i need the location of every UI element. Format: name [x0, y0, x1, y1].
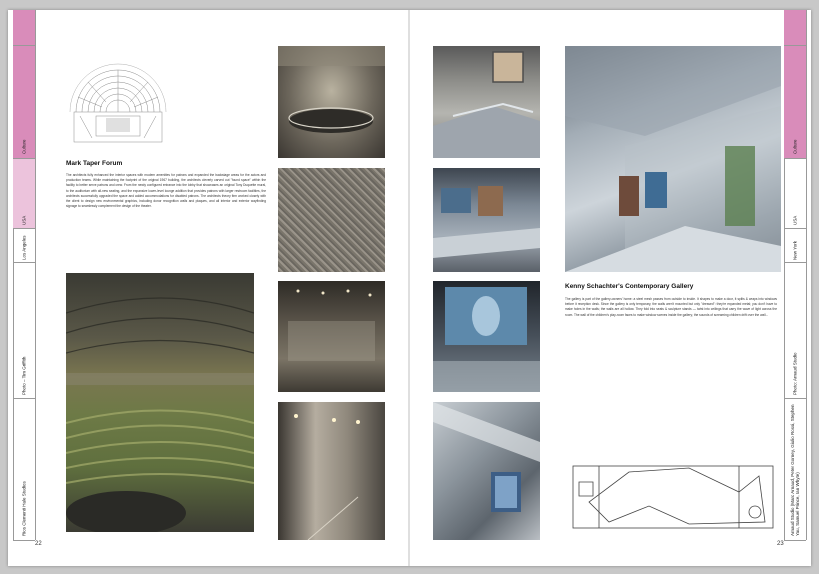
sidebar-city: Los Angeles [21, 235, 27, 260]
project-description: The architects fully enhanced the interior spaces with modern amenities for patrons and expanded the backstage areas for the actors and production teams. While maintaining the footprint of the original 1967 building, the architects cleverly carved out "found space" within the facility to better serve patrons and crew. From the newly configured entrance into the lobby that showcases an original Tony Duquette mural, to the auditorium with all-new seating, and the expansive lower-level lounge addition that provides patrons with larger restroom facilities, the architects successfully upgraded the space and added accommodations for disabled patrons. The architects theory firm worked closely with the client to design new environmental graphics, including donor recognition walls and plaques, and all interior and exterior wayfinding signage to seamlessly complement the design of the theater. [66, 173, 266, 209]
page-number: 23 [777, 541, 784, 547]
left-page [8, 10, 409, 566]
mosaic-wall-photo [278, 168, 385, 272]
lower-lounge-photo [278, 281, 385, 392]
sidebar-area: USA [21, 215, 27, 225]
sidebar-area: USA [792, 215, 798, 225]
lobby-bar-photo [278, 46, 385, 158]
page-number: 22 [35, 541, 42, 547]
sidebar-category: Culture [21, 139, 27, 154]
gallery-floor-plan-drawing [569, 462, 779, 534]
sidebar-photo-credit: Photo – Tim Griffith [21, 356, 27, 395]
gallery-counter-photo [433, 168, 540, 272]
project-title: Mark Taper Forum [66, 160, 123, 167]
gallery-interior-photo [565, 46, 781, 272]
sidebar-architect: Rios Clementi Hale Studios [21, 481, 27, 536]
gallery-steel-mesh-photo [433, 402, 540, 540]
right-sidebar-index [784, 10, 806, 540]
gallery-projection-photo [433, 281, 540, 392]
corridor-wall-photo [278, 402, 385, 540]
sidebar-city: New York [792, 240, 798, 260]
auditorium-seating-photo [66, 273, 254, 532]
gallery-desk-photo [433, 46, 540, 158]
theater-floor-plan-drawing [66, 52, 170, 154]
sidebar-architect: Arnaud Studio (Marc Arnaud, Peter Gorney, Giulio Rossi, Stephen Yau, Samuel Prince, Ian Whyte) [790, 404, 800, 536]
right-page [409, 10, 810, 566]
book-spread [8, 10, 811, 566]
project-description: The gallery is part of the gallery-owners' home: a steel mesh passes from outside to inside. It shapes to make a door, it splits & wraps into windows before it reception desk. Since the gallery is only temporary, the walls aren't mounted but only "dressed": they're expanded metal; you don't have to make holes in the walls; the walls are all hollow. They fold into seats & sculpture stands — twist into ceilings that carry the wave of light across the room. The wall of the children's play-room faces to make window scenes inside the gallery; the sounds of screaming children drift over the wall... [565, 297, 777, 317]
project-title: Kenny Schachter's Contemporary Gallery [565, 283, 694, 290]
sidebar-photo-credit: Photo: Arnaud Studio [792, 352, 798, 395]
sidebar-category: Culture [792, 139, 798, 154]
left-sidebar-index [13, 10, 35, 540]
